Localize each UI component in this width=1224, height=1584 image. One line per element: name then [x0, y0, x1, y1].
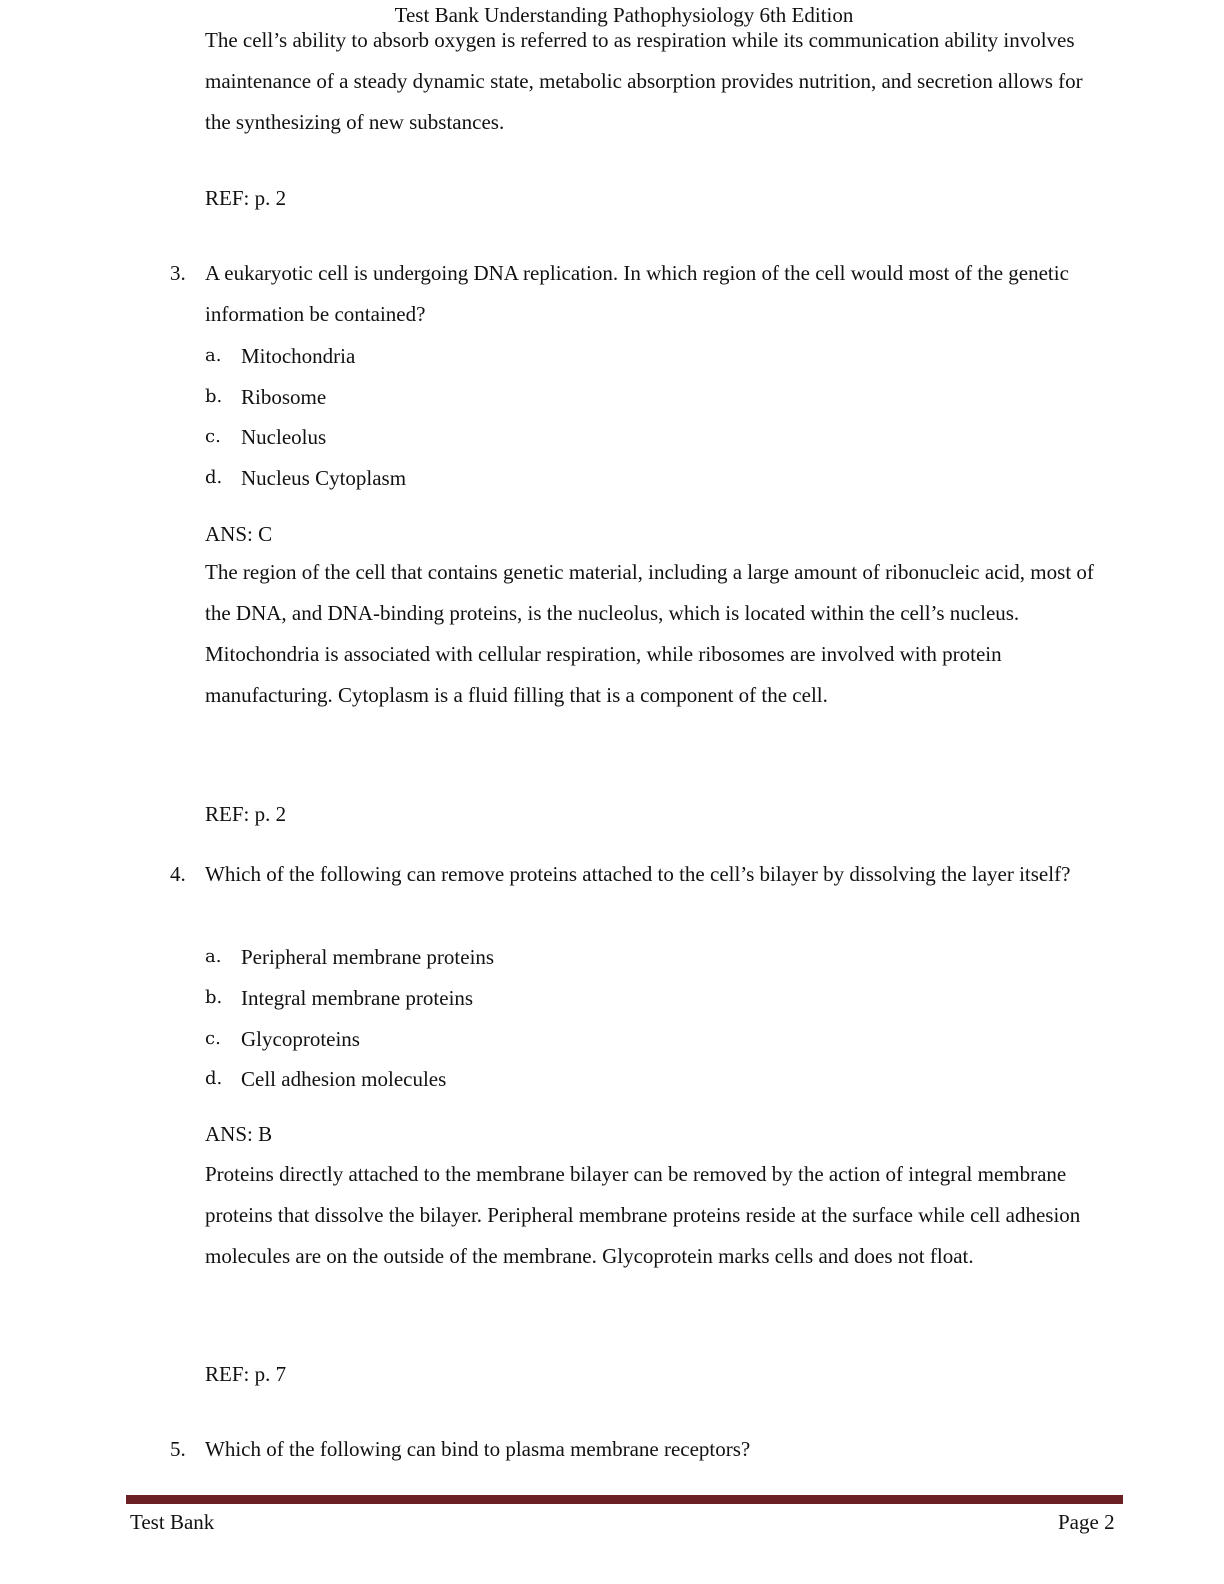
page-number: Page 2: [1058, 1510, 1115, 1534]
question-3-rationale: The region of the cell that contains genetic material, including a large amount of ribonucleic acid, most of the DNA, and DNA-binding proteins, is the nucleolus, which is located within the cell’s nucleus. Mitochondria is associated with cellular respiration, while ribosomes are involved with protein manufacturing. Cytoplasm is a fluid filling that is a component of the cell.: [205, 560, 1094, 707]
question-3-option-d-text: Nucleus Cytoplasm: [241, 466, 407, 490]
question-3-option-a-text: Mitochondria: [241, 344, 356, 368]
question-4-number: 4.: [170, 862, 186, 886]
intro-ref: REF: p. 2: [205, 186, 287, 210]
question-4-option-b-letter: b.: [205, 987, 223, 1008]
question-5-number: 5.: [170, 1437, 186, 1461]
footer-rule: [126, 1495, 1123, 1504]
question-4-option-d-text: Cell adhesion molecules: [241, 1067, 447, 1091]
question-4-option-d-letter: d.: [205, 1068, 223, 1089]
question-5-text: Which of the following can bind to plasma membrane receptors?: [205, 1437, 751, 1461]
question-3-ref: REF: p. 2: [205, 802, 287, 826]
question-4-option-a-text: Peripheral membrane proteins: [241, 945, 495, 969]
question-3-option-b-text: Ribosome: [241, 385, 327, 409]
question-4-option-a-letter: a.: [205, 946, 222, 967]
intro-paragraph: The cell’s ability to absorb oxygen is referred to as respiration while its communication ability involves maintenance of a steady dynamic state, metabolic absorption provides nutrition, and secretion allows for the synthesizing of new substances.: [205, 28, 1083, 134]
question-4-option-b-text: Integral membrane proteins: [241, 986, 474, 1010]
question-3-option-a-letter: a.: [205, 345, 222, 366]
question-4-option-c-letter: c.: [205, 1028, 221, 1049]
question-3-option-c-letter: c.: [205, 426, 221, 447]
question-4-option-c-text: Glycoproteins: [241, 1027, 360, 1051]
footer-left-label: Test Bank: [130, 1510, 215, 1534]
question-3-number: 3.: [170, 261, 186, 285]
question-4-rationale: Proteins directly attached to the membrane bilayer can be removed by the action of integral membrane proteins that dissolve the bilayer. Peripheral membrane proteins reside at the surface while cell adhesion molecules are on the outside of the membrane. Glycoprotein marks cells and does not float.: [205, 1162, 1081, 1268]
question-3-option-c-text: Nucleolus: [241, 425, 327, 449]
question-4-ref: REF: p. 7: [205, 1362, 287, 1386]
question-3-text: A eukaryotic cell is undergoing DNA replication. In which region of the cell would most of the genetic information be contained?: [205, 261, 1069, 326]
page-header: Test Bank Understanding Pathophysiology 6th Edition: [394, 3, 854, 27]
question-3-answer: ANS: C: [205, 522, 273, 546]
question-3-option-d-letter: d.: [205, 467, 223, 488]
question-4-answer: ANS: B: [205, 1122, 273, 1146]
question-4-text: Which of the following can remove proteins attached to the cell’s bilayer by dissolving the layer itself?: [205, 862, 1071, 886]
question-3-option-b-letter: b.: [205, 386, 223, 407]
